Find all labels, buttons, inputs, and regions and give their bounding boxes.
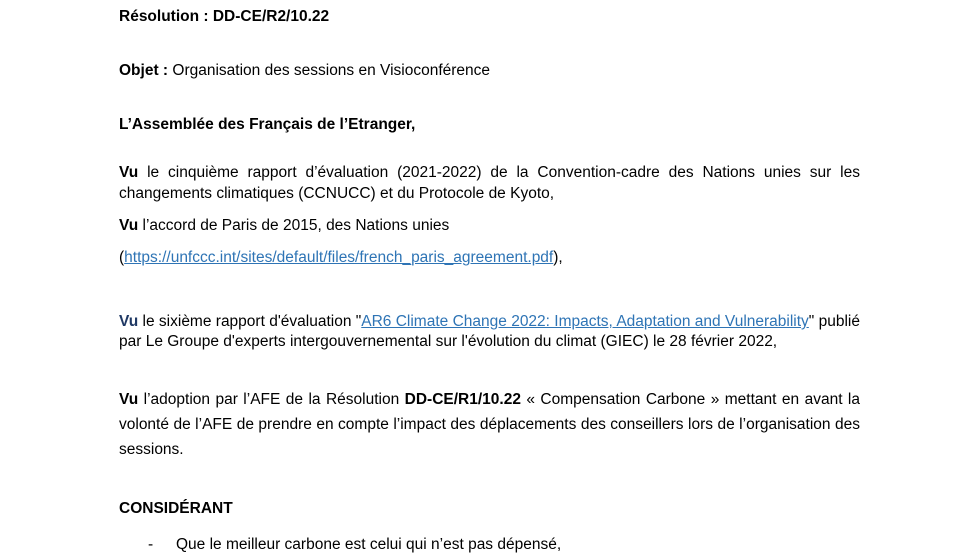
resolution-heading: Résolution : DD-CE/R2/10.22 xyxy=(119,8,330,25)
considerant-heading: CONSIDÉRANT xyxy=(119,500,233,517)
vu-paragraph-1: Vu le cinquième rapport d’évaluation (2021-2022) de la Convention-cadre des Nations unies sur les changements climatiques (CCNUCC) et du Protocole de Kyoto, xyxy=(119,164,860,202)
paris-agreement-link[interactable]: https://unfccc.int/sites/default/files/french_paris_agreement.pdf xyxy=(124,249,554,266)
vu-paragraph-4: Vu l’adoption par l’AFE de la Résolution DD-CE/R1/10.22 « Compensation Carbone » mettant en avant la volonté de l’AFE de prendre en compte l’impact des déplacements des conseillers lors de l’organisation des sessions. xyxy=(119,391,860,458)
objet-line: Objet : Organisation des sessions en Visioconférence xyxy=(119,62,491,79)
bullet-item: Que le meilleur carbone est celui qui n’est pas dépensé, xyxy=(176,536,562,553)
assembly-heading: L’Assemblée des Français de l’Etranger, xyxy=(119,116,416,133)
ar6-report-link[interactable]: AR6 Climate Change 2022: Impacts, Adaptation and Vulnerability xyxy=(361,313,809,330)
paris-agreement-link-line: (https://unfccc.int/sites/default/files/french_paris_agreement.pdf), xyxy=(119,249,563,266)
vu-paragraph-3: Vu le sixième rapport d'évaluation "AR6 Climate Change 2022: Impacts, Adaptation and Vulnerability" publié par Le Groupe d'experts intergouvernemental sur l'évolution du climat (GIEC) le 28 février 2022, xyxy=(119,313,860,350)
bullet-dash: - xyxy=(148,536,154,553)
vu-paragraph-2: Vu l’accord de Paris de 2015, des Nations unies xyxy=(119,217,450,234)
